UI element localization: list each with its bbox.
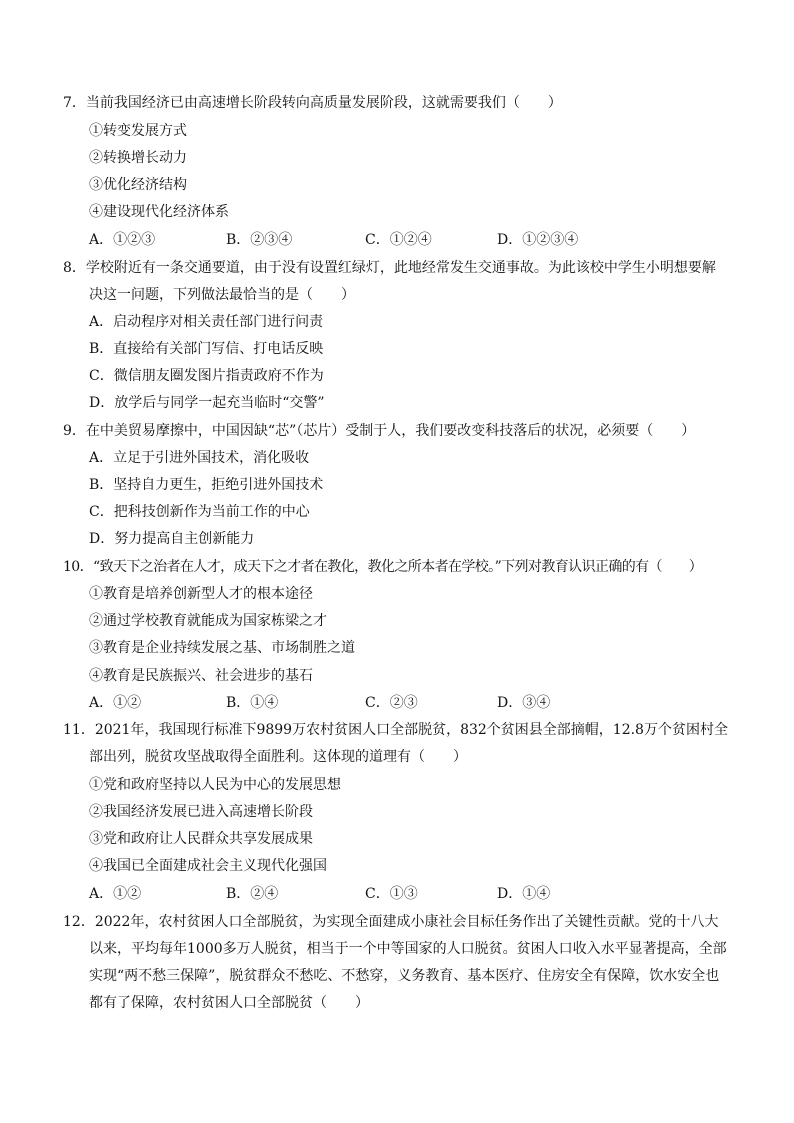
choice-a[interactable]: A．立足于引进外国技术，消化吸收	[89, 450, 310, 466]
choice-d[interactable]: D．①②③④	[497, 232, 579, 248]
answer-choices	[89, 230, 689, 250]
choice-c[interactable]: C．②③	[365, 695, 418, 711]
choice-b[interactable]: B．坚持自力更生，拒绝引进外国技术	[89, 477, 324, 493]
choice-a[interactable]: A．①②	[89, 695, 142, 711]
question-stem-cont: 实现“两不愁三保障”，脱贫群众不愁吃、不愁穿，义务教育、基本医疗、住房安全有保障，饮水安全也	[89, 968, 720, 984]
question-stem: 11．2021年，我国现行标准下9899万农村贫困人口全部脱贫，832个贫困县全部摘帽，12.8万个贫困村全	[63, 722, 728, 738]
choice-c[interactable]: C．微信朋友圈发图片指责政府不作为	[89, 368, 324, 384]
answer-choices	[89, 884, 689, 904]
statement-item: ④建设现代化经济体系	[89, 204, 229, 220]
statement-item: ②转换增长动力	[89, 150, 187, 166]
choice-d[interactable]: D．①④	[497, 886, 551, 902]
choice-b[interactable]: B．②③④	[226, 232, 293, 248]
statement-item: ④我国已全面建成社会主义现代化强国	[89, 858, 327, 874]
choice-c[interactable]: C．把科技创新作为当前工作的中心	[89, 504, 310, 520]
question-stem-cont: 都有了保障，农村贫困人口全部脱贫（ ）	[89, 995, 369, 1011]
choice-a[interactable]: A．①②	[89, 886, 142, 902]
statement-item: ④教育是民族振兴、社会进步的基石	[89, 668, 313, 684]
choice-a[interactable]: A．①②③	[89, 232, 156, 248]
question-stem-cont: 决这一问题，下列做法最恰当的是（ ）	[89, 287, 355, 303]
statement-item: ③教育是企业持续发展之基、市场制胜之道	[89, 640, 355, 656]
statement-item: ①转变发展方式	[89, 123, 187, 139]
question-stem-cont: 部出列，脱贫攻坚战取得全面胜利。这体现的道理有（ ）	[89, 749, 467, 765]
choice-b[interactable]: B．②④	[226, 886, 279, 902]
question-stem: 10．“致天下之治者在人才，成天下之才者在教化，教化之所本者在学校。”下列对教育认识正确的有（ ）	[63, 559, 703, 575]
question-stem: 8．学校附近有一条交通要道，由于没有设置红绿灯，此地经常发生交通事故。为此该校中学生小明想要解	[63, 260, 716, 276]
question-stem-cont: 以来，平均每年1000多万人脱贫，相当于一个中等国家的人口脱贫。贫困人口收入水平显著提高，全部	[89, 941, 727, 957]
statement-item: ③优化经济结构	[89, 177, 187, 193]
choice-d[interactable]: D．放学后与同学一起充当临时“交警”	[89, 395, 325, 411]
choice-b[interactable]: B．①④	[226, 695, 279, 711]
choice-c[interactable]: C．①③	[365, 886, 418, 902]
question-stem: 12．2022年，农村贫困人口全部脱贫，为实现全面建成小康社会目标任务作出了关键性贡献。党的十八大	[63, 914, 719, 930]
statement-item: ①教育是培养创新型人才的根本途径	[89, 586, 313, 602]
statement-item: ①党和政府坚持以人民为中心的发展思想	[89, 777, 341, 793]
statement-item: ②我国经济发展已进入高速增长阶段	[89, 804, 313, 820]
choice-d[interactable]: D．努力提高自主创新能力	[89, 531, 255, 547]
choice-d[interactable]: D．③④	[497, 695, 551, 711]
choice-a[interactable]: A．启动程序对相关责任部门进行问责	[89, 314, 324, 330]
question-stem: 9．在中美贸易摩擦中，中国因缺“芯”（芯片）受制于人，我们要改变科技落后的状况，必须要（ ）	[63, 423, 696, 439]
statement-item: ③党和政府让人民群众共享发展成果	[89, 831, 313, 847]
choice-c[interactable]: C．①②④	[365, 232, 432, 248]
choice-b[interactable]: B．直接给有关部门写信、打电话反映	[89, 341, 324, 357]
answer-choices	[89, 693, 689, 713]
question-stem: 7．当前我国经济已由高速增长阶段转向高质量发展阶段，这就需要我们（ ）	[63, 95, 562, 111]
statement-item: ②通过学校教育就能成为国家栋梁之才	[89, 613, 327, 629]
